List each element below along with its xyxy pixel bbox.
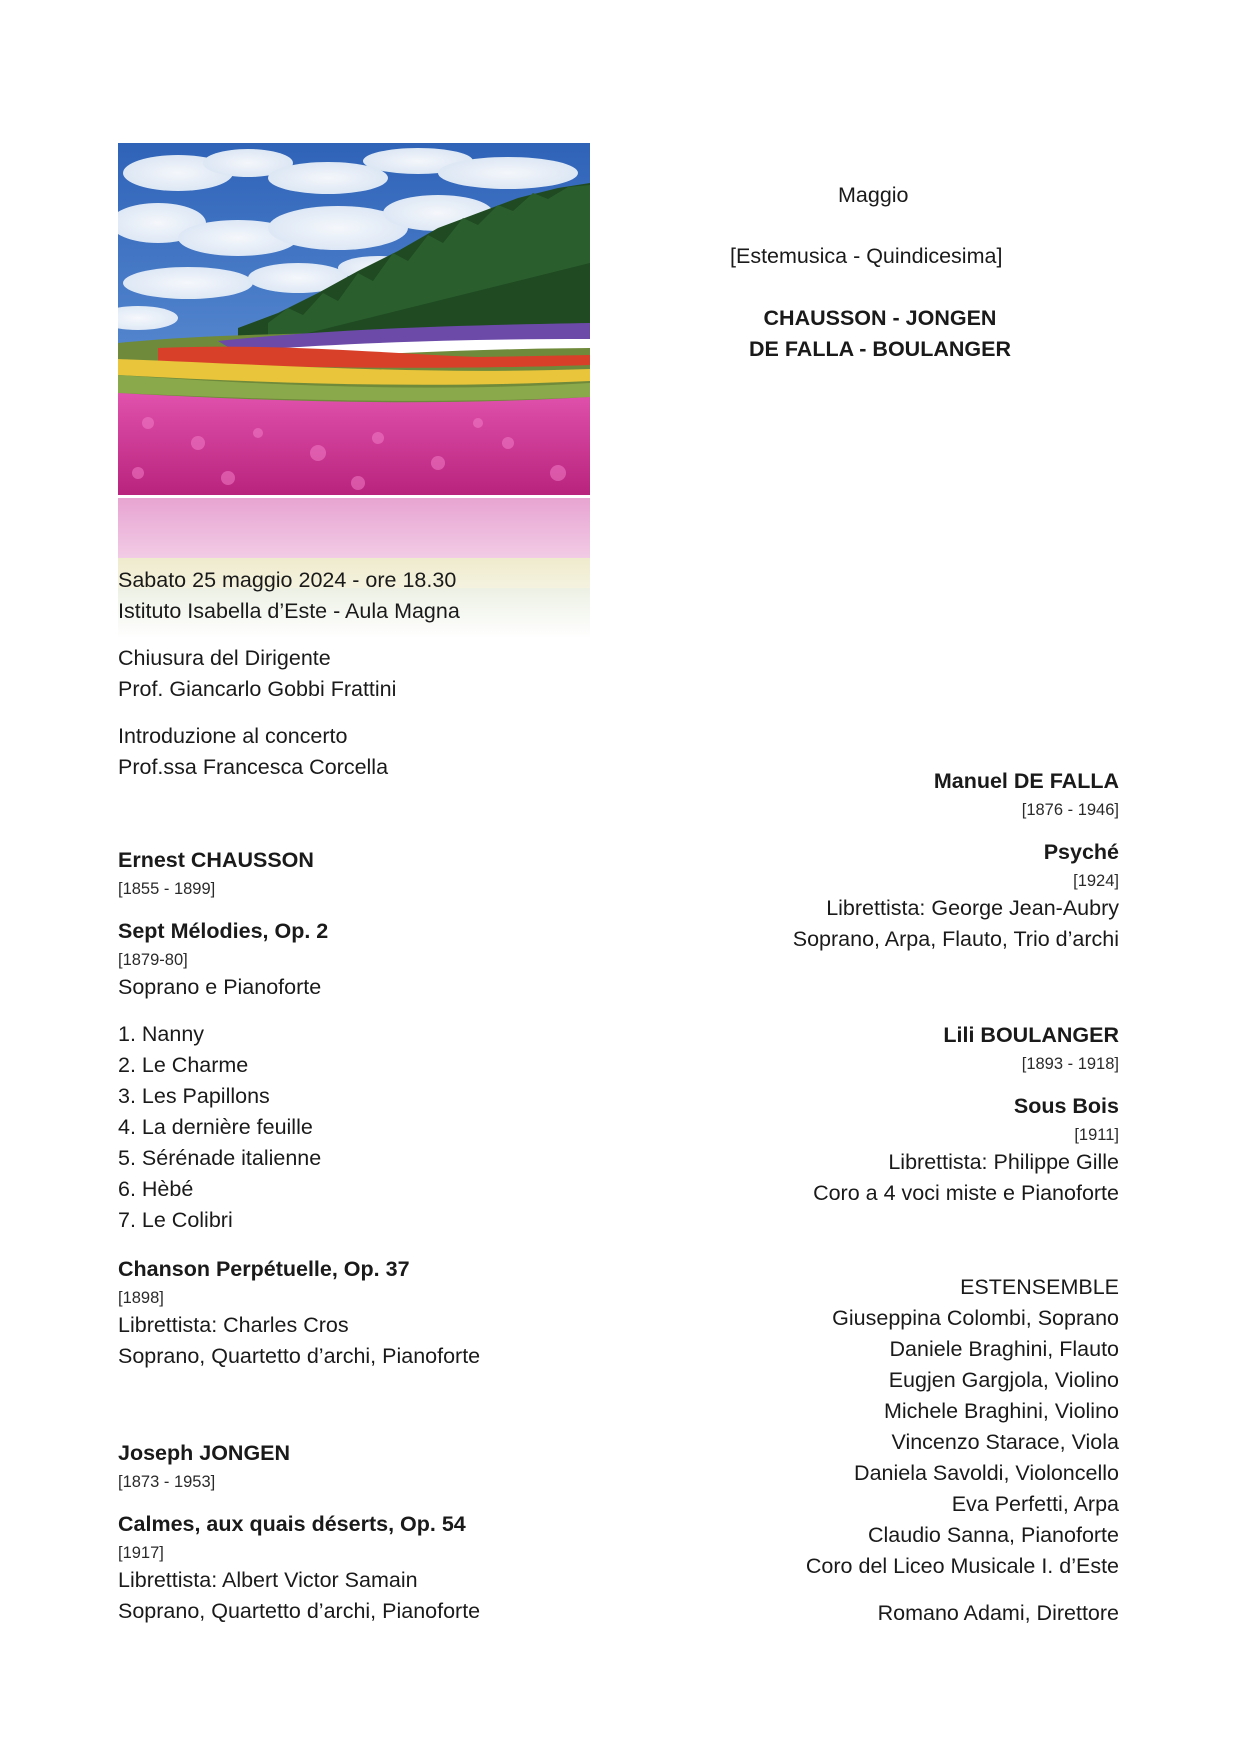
movement-item: 2. Le Charme <box>118 1053 249 1077</box>
closing-person: Prof. Giancarlo Gobbi Frattini <box>118 677 397 701</box>
work-title: Calmes, aux quais déserts, Op. 54 <box>118 1512 466 1536</box>
work-scoring: Soprano e Pianoforte <box>118 975 322 999</box>
work-year: [1924] <box>1073 872 1119 890</box>
movement-item: 5. Sérénade italienne <box>118 1146 322 1170</box>
closing-label: Chiusura del Dirigente <box>118 646 331 670</box>
work-scoring: Coro a 4 voci miste e Pianoforte <box>813 1181 1119 1205</box>
composer-years: [1873 - 1953] <box>118 1473 216 1491</box>
ensemble-member: Vincenzo Starace, Viola <box>891 1430 1119 1454</box>
composer-name: Joseph JONGEN <box>118 1441 291 1465</box>
ensemble-member: Eugjen Gargjola, Violino <box>888 1368 1119 1392</box>
month-label: Maggio <box>838 183 909 207</box>
work-year: [1879-80] <box>118 951 188 969</box>
work-year: [1898] <box>118 1289 164 1307</box>
movement-item: 1. Nanny <box>118 1022 205 1046</box>
flower-field-photo <box>118 143 590 495</box>
work-librettist: Librettista: Charles Cros <box>118 1313 349 1337</box>
work-librettist: Librettista: George Jean-Aubry <box>826 896 1119 920</box>
composer-name: Ernest CHAUSSON <box>118 848 314 872</box>
work-title: Psyché <box>1043 840 1119 864</box>
ensemble-director: Romano Adami, Direttore <box>877 1601 1119 1625</box>
movement-item: 7. Le Colibri <box>118 1208 233 1232</box>
ensemble-member: Eva Perfetti, Arpa <box>951 1492 1119 1516</box>
work-scoring: Soprano, Quartetto d’archi, Pianoforte <box>118 1599 481 1623</box>
composer-years: [1893 - 1918] <box>1021 1055 1119 1073</box>
movement-item: 3. Les Papillons <box>118 1084 270 1108</box>
work-scoring: Soprano, Arpa, Flauto, Trio d’archi <box>792 927 1119 951</box>
series-label: [Estemusica - Quindicesima] <box>730 244 1003 268</box>
composer-years: [1876 - 1946] <box>1021 801 1119 819</box>
ensemble-member: Coro del Liceo Musicale I. d’Este <box>805 1554 1119 1578</box>
composer-name: Lili BOULANGER <box>943 1023 1119 1047</box>
composer-name: Manuel DE FALLA <box>933 769 1119 793</box>
work-librettist: Librettista: Albert Victor Samain <box>118 1568 418 1592</box>
intro-person: Prof.ssa Francesca Corcella <box>118 755 389 779</box>
work-scoring: Soprano, Quartetto d’archi, Pianoforte <box>118 1344 481 1368</box>
work-title: Sept Mélodies, Op. 2 <box>118 919 329 943</box>
work-year: [1917] <box>118 1544 164 1562</box>
work-title: Chanson Perpétuelle, Op. 37 <box>118 1257 410 1281</box>
work-title: Sous Bois <box>1013 1094 1119 1118</box>
ensemble-member: Giuseppina Colombi, Soprano <box>832 1306 1119 1330</box>
ensemble-member: Daniela Savoldi, Violoncello <box>854 1461 1119 1485</box>
event-date-time: Sabato 25 maggio 2024 - ore 18.30 <box>118 568 457 592</box>
intro-label: Introduzione al concerto <box>118 724 348 748</box>
title-line-1: CHAUSSON - JONGEN <box>763 306 997 330</box>
ensemble-member: Daniele Braghini, Flauto <box>889 1337 1119 1361</box>
event-venue: Istituto Isabella d’Este - Aula Magna <box>118 599 460 623</box>
composer-years: [1855 - 1899] <box>118 880 216 898</box>
work-year: [1911] <box>1074 1126 1119 1144</box>
movement-item: 6. Hèbé <box>118 1177 194 1201</box>
ensemble-name: ESTENSEMBLE <box>960 1275 1119 1299</box>
work-librettist: Librettista: Philippe Gille <box>888 1150 1119 1174</box>
ensemble-member: Claudio Sanna, Pianoforte <box>867 1523 1119 1547</box>
ensemble-member: Michele Braghini, Violino <box>883 1399 1119 1423</box>
movement-item: 4. La dernière feuille <box>118 1115 313 1139</box>
title-line-2: DE FALLA - BOULANGER <box>749 337 1011 361</box>
